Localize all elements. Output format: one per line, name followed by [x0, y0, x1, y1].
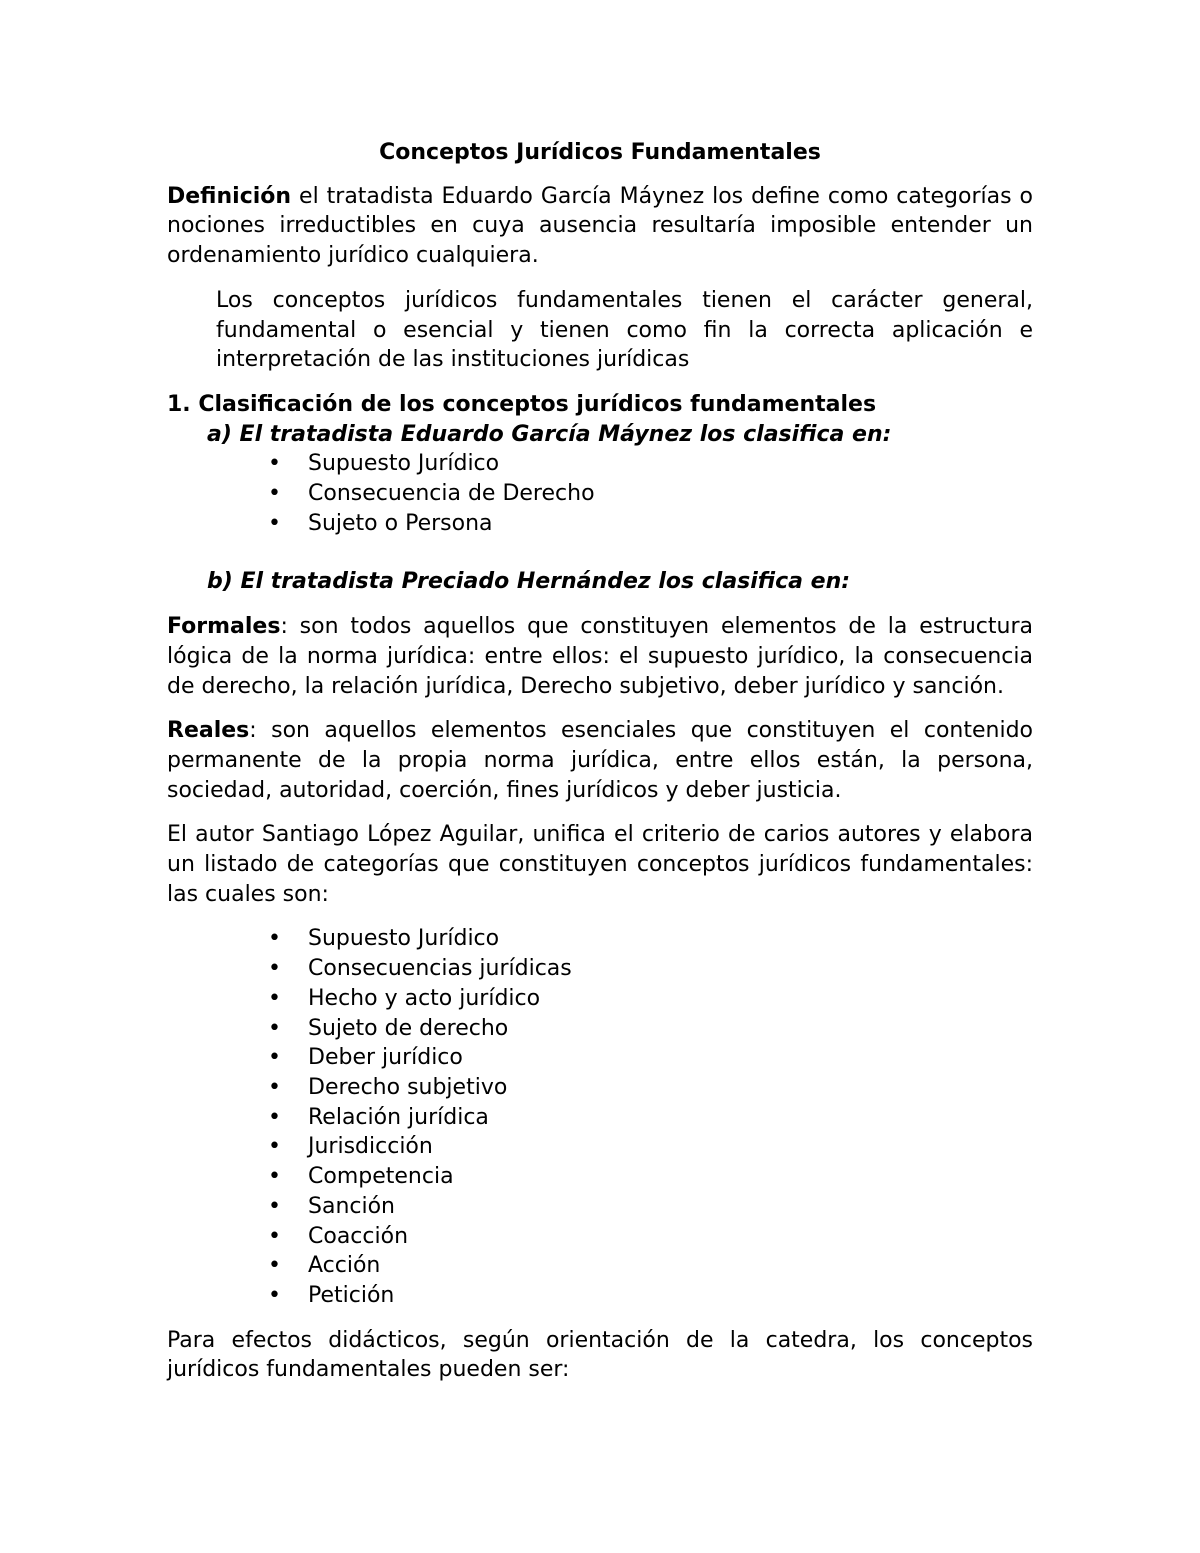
list-item: • Sujeto de derecho: [167, 1014, 1033, 1044]
bullet-icon: •: [268, 1223, 281, 1249]
section1b-heading: b) El tratadista Preciado Hernández los clasifica en:: [207, 569, 851, 595]
bullet-icon: •: [268, 1193, 281, 1219]
bullet-icon: •: [268, 956, 281, 982]
section1-heading: 1. Clasificación de los conceptos jurídicos fundamentales: [167, 391, 877, 417]
formales-label: Formales: [167, 614, 281, 640]
list-item: • Supuesto Jurídico: [167, 449, 1033, 479]
bullet-icon: •: [268, 451, 281, 477]
list-item: • Deber jurídico: [167, 1043, 1033, 1073]
reales-paragraph: [167, 716, 1033, 805]
final-paragraph: Para efectos didácticos, según orientación de la catedra, los conceptos jurídicos fundamentales pueden ser:: [167, 1327, 1033, 1383]
list-item: • Acción: [167, 1251, 1033, 1281]
bullet-icon: •: [268, 1282, 281, 1308]
bullet-icon: •: [268, 926, 281, 952]
bullet-icon: •: [268, 1104, 281, 1130]
list-item: • Relación jurídica: [167, 1103, 1033, 1133]
list-item: • Consecuencia de Derecho: [167, 479, 1033, 509]
bullet-icon: •: [268, 985, 281, 1011]
document-title: Conceptos Jurídicos Fundamentales: [379, 140, 821, 165]
formales-text: : son todos aquellos que constituyen elementos de la estructura lógica de la norma jurídica: entre ellos: el supuesto jurídico, la consecuencia de derecho, la relación jurídica, Derecho subjetivo, deber jurídico y sanción.: [167, 614, 1033, 699]
document-page: [167, 138, 1033, 1400]
definition-text: el tratadista Eduardo García Máynez los define como categorías o nociones irreductibles en cuya ausencia resultaría imposible entender un ordenamiento jurídico cualquiera.: [167, 183, 1033, 269]
list-lopez: [167, 924, 1033, 1310]
definition-paragraph: [167, 182, 1033, 271]
list-item: • Derecho subjetivo: [167, 1073, 1033, 1103]
bullet-icon: •: [268, 510, 281, 536]
list-item: • Consecuencias jurídicas: [167, 954, 1033, 984]
bullet-icon: •: [268, 1074, 281, 1100]
bullet-icon: •: [268, 481, 281, 507]
list-item: • Hecho y acto jurídico: [167, 984, 1033, 1014]
list-item: • Supuesto Jurídico: [167, 924, 1033, 954]
bullet-icon: •: [268, 1164, 281, 1190]
bullet-icon: •: [268, 1134, 281, 1160]
spacer: [167, 538, 1033, 567]
formales-paragraph: [167, 612, 1033, 701]
list-a: [167, 449, 1033, 538]
reales-label: Reales: [167, 718, 250, 744]
list-item: • Sanción: [167, 1192, 1033, 1222]
section1a-heading: a) El tratadista Eduardo García Máynez los clasifica en:: [207, 421, 892, 447]
bullet-icon: •: [268, 1045, 281, 1071]
bullet-icon: •: [268, 1015, 281, 1041]
list-item: • Sujeto o Persona: [167, 509, 1033, 539]
list-item: • Competencia: [167, 1162, 1033, 1192]
indented-paragraph: Los conceptos jurídicos fundamentales tienen el carácter general, fundamental o esencial y tienen como fin la correcta aplicación e interpretación de las instituciones jurídicas: [216, 287, 1033, 373]
lopez-paragraph: El autor Santiago López Aguilar, unifica el criterio de carios autores y elabora un listado de categorías que constituyen conceptos jurídicos fundamentales: las cuales son:: [167, 822, 1033, 907]
reales-text: : son aquellos elementos esenciales que constituyen el contenido permanente de la propia norma jurídica, entre ellos están, la persona, sociedad, autoridad, coerción, fines jurídicos y deber justicia.: [167, 718, 1033, 803]
definition-label: Definición: [167, 183, 292, 209]
list-item: • Jurisdicción: [167, 1132, 1033, 1162]
list-item: • Coacción: [167, 1222, 1033, 1252]
list-item: • Petición: [167, 1281, 1033, 1311]
bullet-icon: •: [268, 1253, 281, 1279]
